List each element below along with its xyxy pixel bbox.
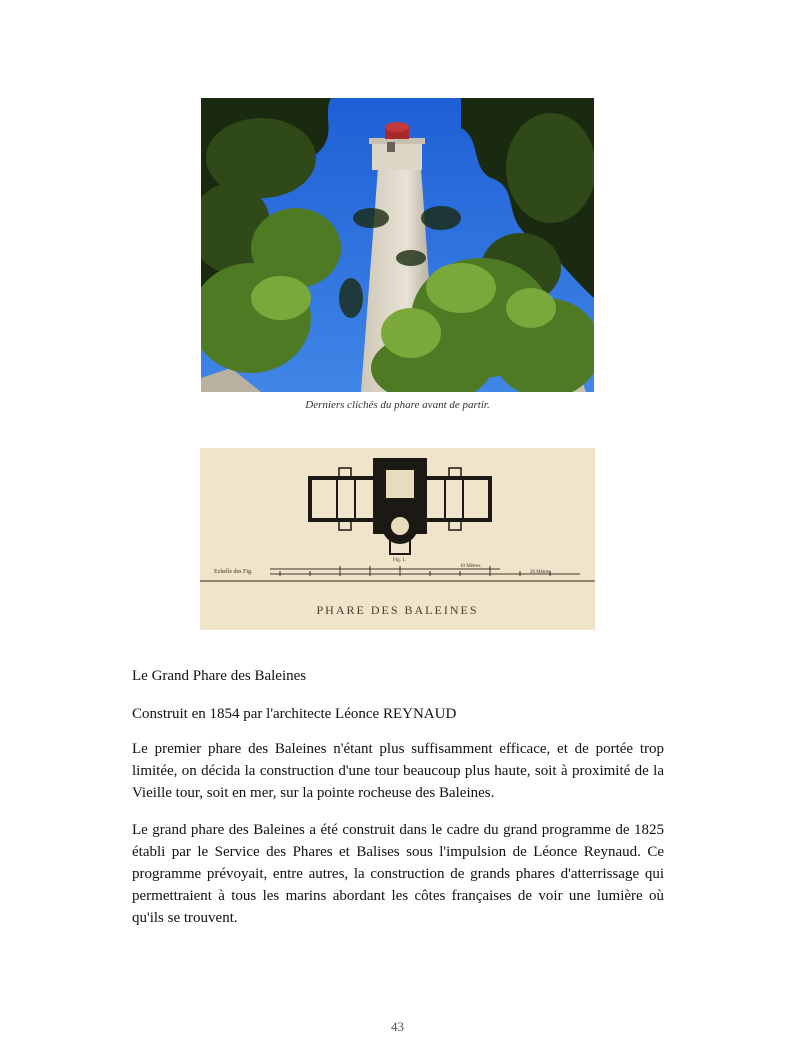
section-heading: Le Grand Phare des Baleines: [132, 668, 307, 684]
plan-title: PHARE DES BALEINES: [316, 603, 479, 617]
lighthouse-photo: [201, 98, 594, 392]
floor-plan-image: [200, 448, 595, 630]
photo-caption: Derniers clichés du phare avant de partir.: [305, 399, 490, 411]
plan-unit-label-1: 10 Mètres.: [460, 564, 482, 569]
plan-unit-label-2: 20 Mètres.: [530, 570, 552, 575]
paragraph-1: Le premier phare des Baleines n'étant plus suffisamment efficace, et de portée trop limitée, on décida la construction d'une tour beaucoup plus haute, soit à proximité de la Vieille tour, soit en mer, sur la pointe rocheuse des Baleines.: [132, 741, 664, 801]
plan-fig-label: Fig. 1.: [393, 558, 406, 563]
page-number: 43: [391, 1019, 404, 1034]
paragraph-2: Le grand phare des Baleines a été construit dans le cadre du grand programme de 1825 établi par le Service des Phares et Balises sous l'impulsion de Léonce Reynaud. Ce programme prévoyait, entre autres, la construction de grands phares d'atterrissage qui permettraient à tous les marins abordant les côtes françaises de voir une lumière où qu'ils se trouvent.: [132, 822, 664, 926]
plan-scale-label: Echelle des Fig.: [214, 569, 253, 575]
section-subheading: Construit en 1854 par l'architecte Léonce REYNAUD: [132, 706, 457, 722]
lighthouse-photo-image: [201, 98, 594, 392]
